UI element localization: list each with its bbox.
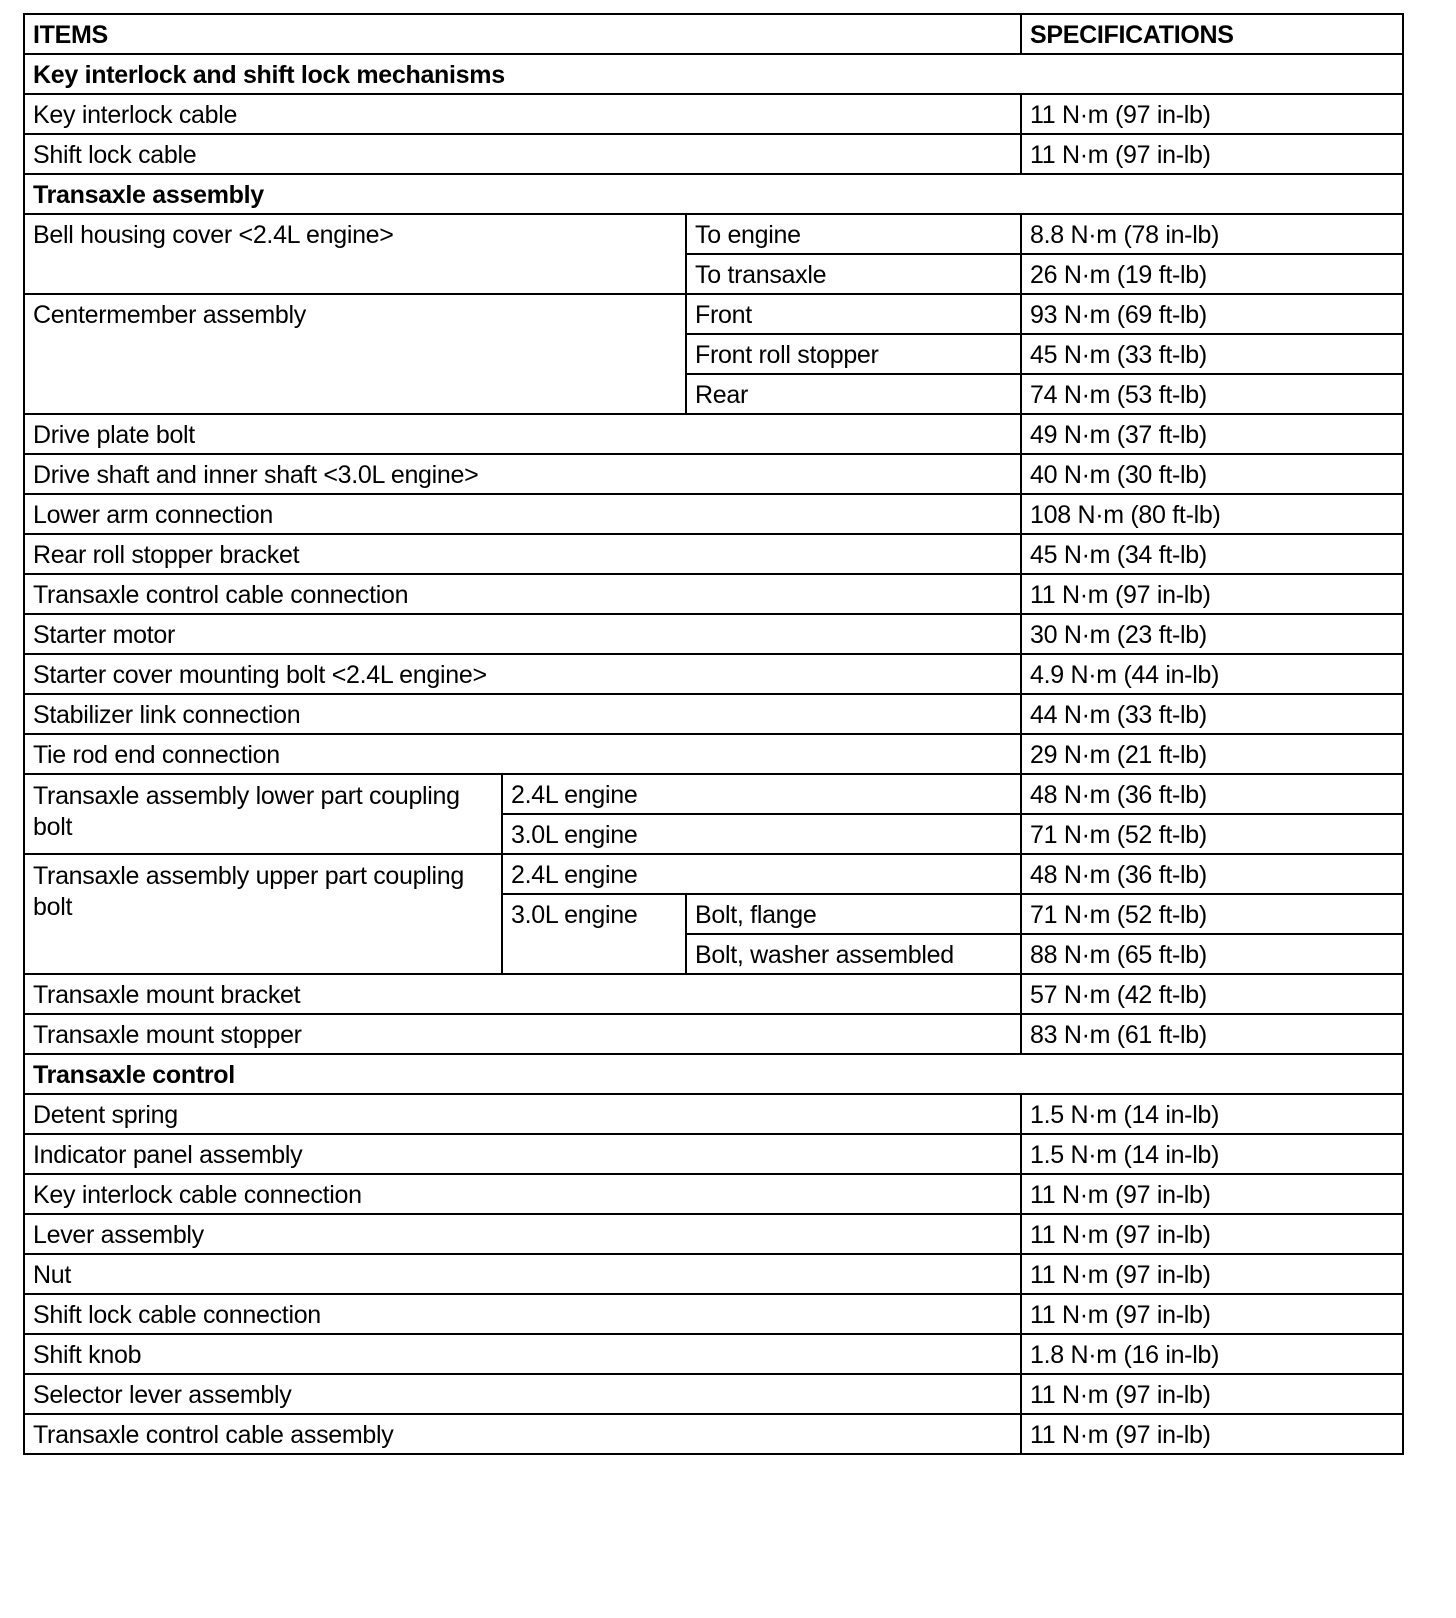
spec-cell: 11 N·m (97 in-lb) (1021, 1254, 1403, 1294)
item-cell: Drive plate bolt (24, 414, 1021, 454)
sub-cell: 3.0L engine (502, 814, 1021, 854)
table-row (24, 1134, 1403, 1174)
control-rows (24, 1094, 1403, 1454)
item-cell: Shift lock cable (24, 134, 1021, 174)
item-cell: Indicator panel assembly (24, 1134, 1021, 1174)
item-cell: Selector lever assembly (24, 1374, 1021, 1414)
spec-cell: 40 N·m (30 ft-lb) (1021, 454, 1403, 494)
item-cell: Tie rod end connection (24, 734, 1021, 774)
spec-cell: 11 N·m (97 in-lb) (1021, 1214, 1403, 1254)
simple-rows-1 (24, 414, 1403, 774)
item-cell: Starter motor (24, 614, 1021, 654)
item-cell: Shift lock cable connection (24, 1294, 1021, 1334)
spec-cell: 49 N·m (37 ft-lb) (1021, 414, 1403, 454)
table-row (24, 534, 1403, 574)
section-title: Transaxle assembly (24, 174, 1403, 214)
item-cell: Detent spring (24, 1094, 1021, 1134)
sub-cell: To transaxle (686, 254, 1021, 294)
item-cell: Transaxle mount bracket (24, 974, 1021, 1014)
spec-cell: 30 N·m (23 ft-lb) (1021, 614, 1403, 654)
table-row (24, 1254, 1403, 1294)
table-row (24, 414, 1403, 454)
section-row (24, 174, 1403, 214)
table-row (24, 134, 1403, 174)
item-cell: Transaxle assembly lower part coupling bolt (24, 774, 502, 854)
table-row (24, 774, 1403, 814)
sub-sub-cell: Bolt, washer assembled (686, 934, 1021, 974)
sub-cell: 2.4L engine (502, 854, 1021, 894)
item-cell: Nut (24, 1254, 1021, 1294)
spec-cell: 71 N·m (52 ft-lb) (1021, 814, 1403, 854)
table-row (24, 694, 1403, 734)
table-row (24, 294, 1403, 334)
item-cell: Transaxle assembly upper part coupling bolt (24, 854, 502, 974)
items-header: ITEMS (24, 14, 1021, 54)
spec-cell: 45 N·m (34 ft-lb) (1021, 534, 1403, 574)
item-cell: Stabilizer link connection (24, 694, 1021, 734)
sub-cell: Front roll stopper (686, 334, 1021, 374)
table-row (24, 854, 1403, 894)
spec-cell: 26 N·m (19 ft-lb) (1021, 254, 1403, 294)
sub-cell: Front (686, 294, 1021, 334)
spec-cell: 11 N·m (97 in-lb) (1021, 1414, 1403, 1454)
item-cell: Transaxle control cable assembly (24, 1414, 1021, 1454)
torque-specifications-table (23, 13, 1404, 1455)
spec-cell: 29 N·m (21 ft-lb) (1021, 734, 1403, 774)
section-row (24, 54, 1403, 94)
table-row (24, 1174, 1403, 1214)
item-cell: Shift knob (24, 1334, 1021, 1374)
header-row (24, 14, 1403, 54)
table-row (24, 494, 1403, 534)
spec-cell: 108 N·m (80 ft-lb) (1021, 494, 1403, 534)
table-row (24, 1294, 1403, 1334)
table-row (24, 454, 1403, 494)
spec-cell: 74 N·m (53 ft-lb) (1021, 374, 1403, 414)
item-cell: Transaxle control cable connection (24, 574, 1021, 614)
simple-rows-2 (24, 974, 1403, 1054)
spec-cell: 11 N·m (97 in-lb) (1021, 1174, 1403, 1214)
spec-cell: 57 N·m (42 ft-lb) (1021, 974, 1403, 1014)
spec-cell: 45 N·m (33 ft-lb) (1021, 334, 1403, 374)
spec-cell: 93 N·m (69 ft-lb) (1021, 294, 1403, 334)
spec-cell: 71 N·m (52 ft-lb) (1021, 894, 1403, 934)
sub-sub-cell: Bolt, flange (686, 894, 1021, 934)
table-row (24, 574, 1403, 614)
table-row (24, 614, 1403, 654)
spec-cell: 48 N·m (36 ft-lb) (1021, 854, 1403, 894)
spec-cell: 1.5 N·m (14 in-lb) (1021, 1134, 1403, 1174)
table-row (24, 1374, 1403, 1414)
sub-cell: 3.0L engine (502, 894, 686, 974)
spec-cell: 48 N·m (36 ft-lb) (1021, 774, 1403, 814)
spec-cell: 11 N·m (97 in-lb) (1021, 134, 1403, 174)
item-cell: Starter cover mounting bolt <2.4L engine> (24, 654, 1021, 694)
table-row (24, 654, 1403, 694)
section-title: Transaxle control (24, 1054, 1403, 1094)
table-row (24, 1414, 1403, 1454)
table-row (24, 1014, 1403, 1054)
item-cell: Key interlock cable connection (24, 1174, 1021, 1214)
spec-cell: 83 N·m (61 ft-lb) (1021, 1014, 1403, 1054)
section-title: Key interlock and shift lock mechanisms (24, 54, 1403, 94)
table-row (24, 214, 1403, 254)
spec-cell: 11 N·m (97 in-lb) (1021, 1374, 1403, 1414)
spec-cell: 44 N·m (33 ft-lb) (1021, 694, 1403, 734)
item-cell: Key interlock cable (24, 94, 1021, 134)
spec-cell: 8.8 N·m (78 in-lb) (1021, 214, 1403, 254)
sub-cell: To engine (686, 214, 1021, 254)
table-row (24, 1094, 1403, 1134)
section-row (24, 1054, 1403, 1094)
table-row (24, 94, 1403, 134)
item-cell: Drive shaft and inner shaft <3.0L engine> (24, 454, 1021, 494)
table-row (24, 1214, 1403, 1254)
specifications-header: SPECIFICATIONS (1021, 14, 1403, 54)
spec-cell: 11 N·m (97 in-lb) (1021, 94, 1403, 134)
spec-cell: 4.9 N·m (44 in-lb) (1021, 654, 1403, 694)
item-cell: Rear roll stopper bracket (24, 534, 1021, 574)
spec-cell: 11 N·m (97 in-lb) (1021, 1294, 1403, 1334)
table-row (24, 974, 1403, 1014)
item-cell: Transaxle mount stopper (24, 1014, 1021, 1054)
sub-cell: 2.4L engine (502, 774, 1021, 814)
table-row (24, 734, 1403, 774)
spec-cell: 11 N·m (97 in-lb) (1021, 574, 1403, 614)
item-cell: Bell housing cover <2.4L engine> (24, 214, 686, 294)
item-cell: Lower arm connection (24, 494, 1021, 534)
item-cell: Centermember assembly (24, 294, 686, 414)
spec-cell: 1.8 N·m (16 in-lb) (1021, 1334, 1403, 1374)
sub-cell: Rear (686, 374, 1021, 414)
table-row (24, 1334, 1403, 1374)
spec-cell: 88 N·m (65 ft-lb) (1021, 934, 1403, 974)
item-cell: Lever assembly (24, 1214, 1021, 1254)
spec-cell: 1.5 N·m (14 in-lb) (1021, 1094, 1403, 1134)
